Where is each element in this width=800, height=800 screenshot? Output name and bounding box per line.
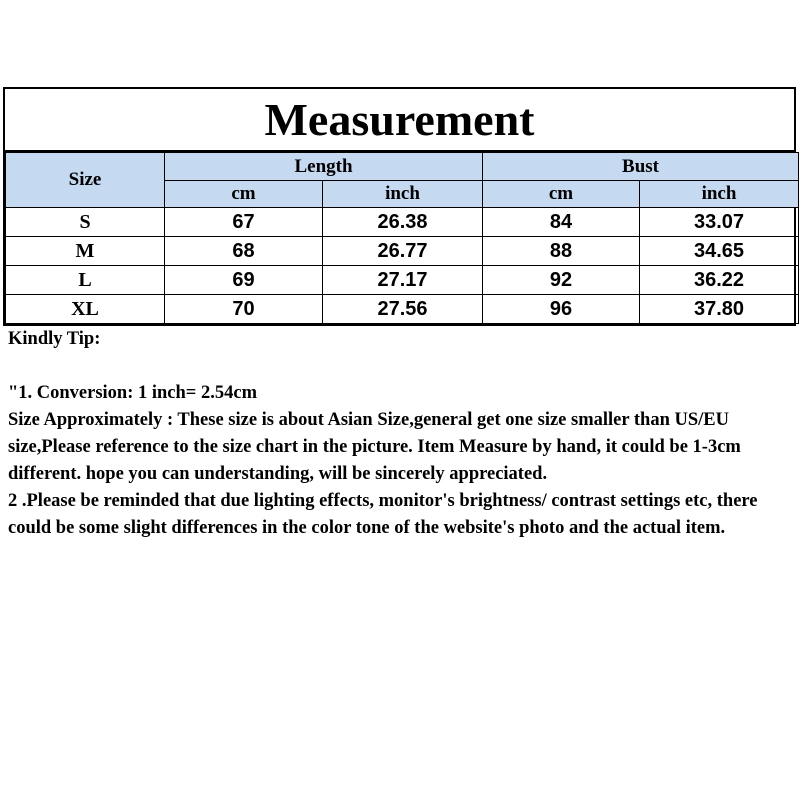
table-row: [6, 266, 799, 295]
chart-title: Measurement: [5, 89, 794, 152]
unit-header: inch: [640, 181, 799, 208]
value-cell: 26.38: [323, 208, 483, 237]
length-header: Length: [165, 153, 483, 181]
tip-conversion: "1. Conversion: 1 inch= 2.54cm: [8, 383, 257, 403]
size-cell: XL: [6, 295, 165, 324]
value-cell: 36.22: [640, 266, 799, 295]
size-cell: L: [6, 266, 165, 295]
size-cell: M: [6, 237, 165, 266]
tips-section: [8, 326, 798, 542]
table-row: [6, 295, 799, 324]
tip-color: 2 .Please be reminded that due lighting effects, monitor's brightness/ contrast settings etc, there could be some slight differences in the color tone of the website's photo and the actual item.: [8, 491, 758, 538]
value-cell: 67: [165, 208, 323, 237]
value-cell: 84: [483, 208, 640, 237]
value-cell: 37.80: [640, 295, 799, 324]
value-cell: 68: [165, 237, 323, 266]
spacer: [8, 353, 798, 380]
value-cell: 26.77: [323, 237, 483, 266]
value-cell: 27.56: [323, 295, 483, 324]
value-cell: 33.07: [640, 208, 799, 237]
size-header: Size: [6, 153, 165, 208]
value-cell: 27.17: [323, 266, 483, 295]
value-cell: 92: [483, 266, 640, 295]
value-cell: 70: [165, 295, 323, 324]
value-cell: 88: [483, 237, 640, 266]
bust-header: Bust: [483, 153, 799, 181]
size-cell: S: [6, 208, 165, 237]
value-cell: 96: [483, 295, 640, 324]
tip-size: Size Approximately : These size is about Asian Size,general get one size smaller than US/EU size,Please reference to the size chart in the picture. Item Measure by hand, it could be 1-3cm different. hope you can understanding, will be sincerely appreciated.: [8, 410, 741, 484]
table-row: [6, 237, 799, 266]
value-cell: 34.65: [640, 237, 799, 266]
value-cell: 69: [165, 266, 323, 295]
tips-heading: Kindly Tip:: [8, 329, 101, 349]
size-chart: [3, 87, 796, 326]
table-row: [6, 208, 799, 237]
size-table: [5, 152, 799, 324]
unit-header: inch: [323, 181, 483, 208]
unit-header: cm: [165, 181, 323, 208]
unit-header: cm: [483, 181, 640, 208]
